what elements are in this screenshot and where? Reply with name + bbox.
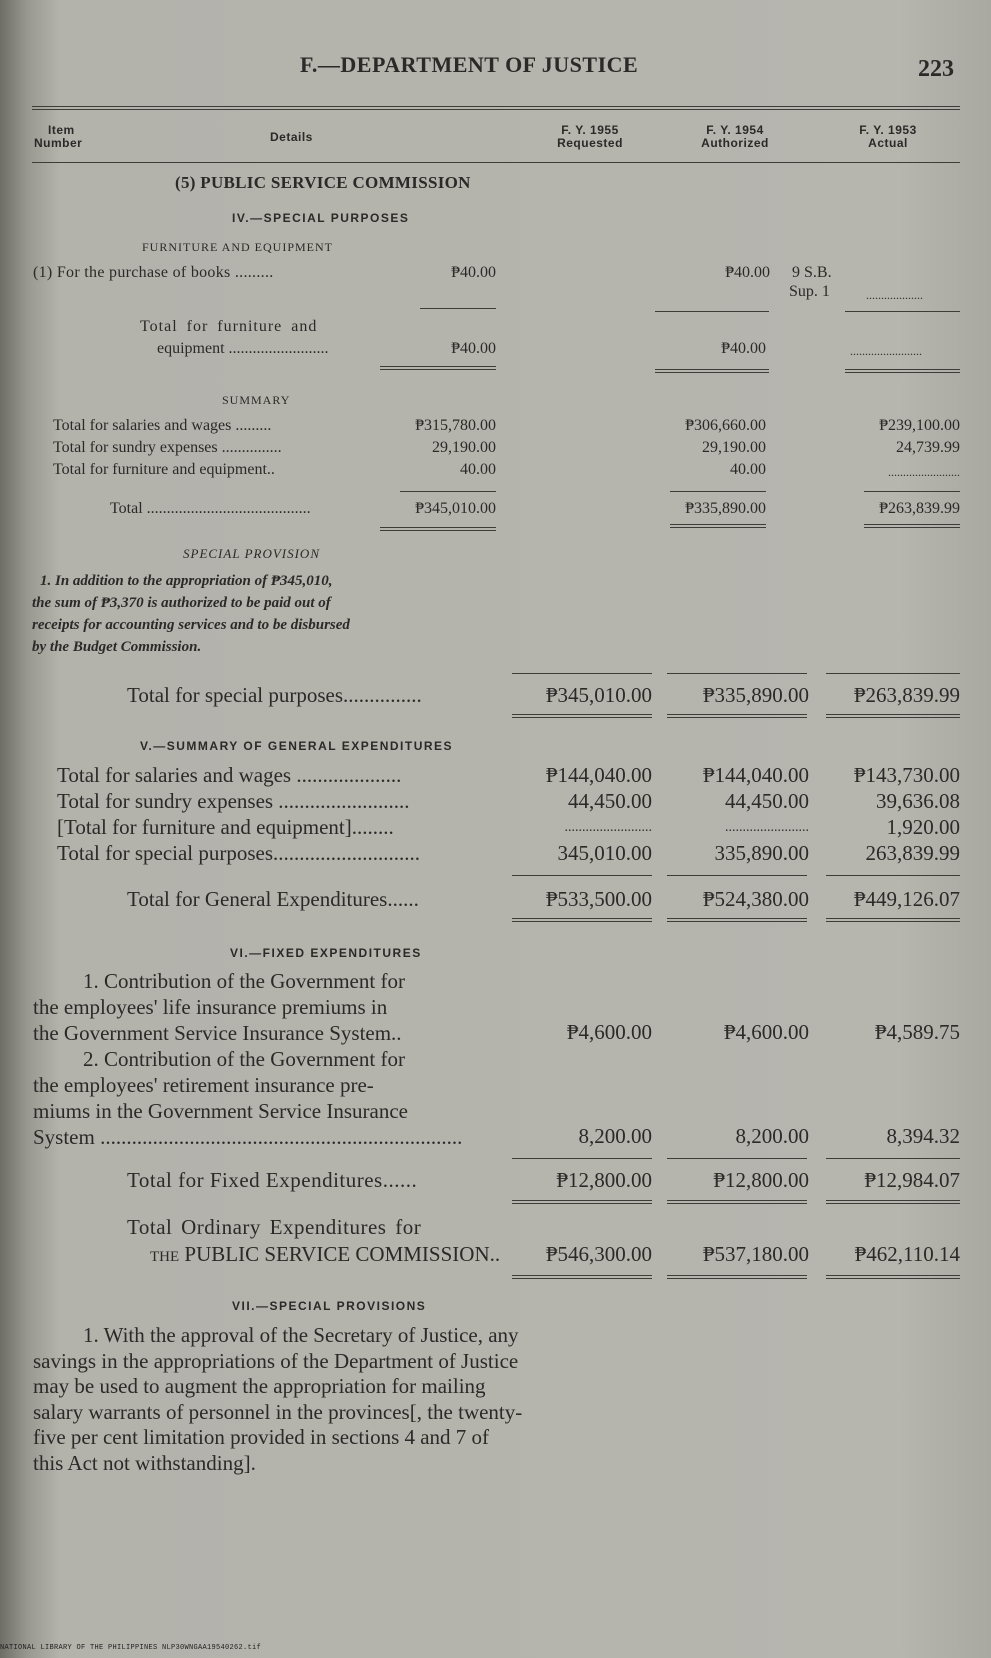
col-fy1955: F. Y. 1955 Requested [557, 123, 623, 150]
summary-rule [400, 491, 496, 492]
special-purposes-heading: IV.—SPECIAL PURPOSES [232, 211, 410, 225]
furniture-total-fy1954: ₱40.00 [721, 340, 766, 357]
general-rule-1955 [512, 875, 652, 876]
furniture-total-label-2: equipment ......................... [157, 340, 329, 357]
fixed-total-double-rule-1954 [667, 1200, 807, 1204]
fixed-rule-1954 [667, 1158, 807, 1159]
summary-total-double-rule [380, 527, 496, 531]
fixed-total-label: Total for Fixed Expenditures...... [127, 1168, 418, 1192]
column-header-rule [32, 162, 960, 163]
general-row-fy1955-3: 345,010.00 [557, 841, 652, 865]
fixed-total-double-rule-1955 [512, 1200, 652, 1204]
summary-fy1953-0: ₱239,100.00 [879, 417, 960, 434]
col-item-number: Item Number [34, 123, 83, 150]
fixed-heading: VI.—FIXED EXPENDITURES [230, 946, 422, 960]
book-item-fy1954: ₱40.00 [725, 264, 770, 281]
archive-footer: NATIONAL LIBRARY OF THE PHILIPPINES NLP30WNGAA19540262.tif [0, 1644, 262, 1652]
fixed-item2-text: 2. Contribution of the Government for the employees' retirement insurance pre- miums in the Government Service Insurance System ..................................................................... [33, 1047, 463, 1149]
col-fy1954: F. Y. 1954 Authorized [701, 123, 769, 150]
book-rule-1953 [845, 311, 960, 312]
summary-rule-1954 [670, 491, 766, 492]
fixed-rule-1953 [826, 1158, 960, 1159]
general-row-fy1955-2: ......................... [564, 820, 652, 835]
book-item-note-2: Sup. 1 [789, 283, 830, 300]
general-row-label-1: Total for sundry expenses ......................... [57, 789, 410, 813]
summary-fy1953-1: 24,739.99 [896, 439, 960, 456]
general-row-fy1955-0: ₱144,040.00 [545, 763, 652, 787]
general-total-fy1955: ₱533,500.00 [545, 887, 652, 911]
book-item-amount: ₱40.00 [451, 264, 496, 281]
ordinary-double-rule-1953 [826, 1275, 960, 1279]
summary-total-double-rule-1953 [864, 524, 960, 528]
general-row-fy1953-2: 1,920.00 [886, 815, 960, 839]
special-total-top-rule-1953 [826, 673, 960, 674]
furniture-total-label-1: Total for furniture and [140, 318, 318, 335]
page-title: F.—DEPARTMENT OF JUSTICE [300, 52, 639, 77]
col-details: Details [270, 130, 313, 144]
furniture-double-rule [380, 366, 496, 370]
ordinary-double-rule-1954 [667, 1275, 807, 1279]
summary-fy1953-2: ........................ [888, 465, 960, 479]
general-row-fy1954-1: 44,450.00 [725, 789, 809, 813]
general-total-fy1954: ₱524,380.00 [702, 887, 809, 911]
general-total-double-rule-1955 [512, 918, 652, 922]
special-provisions-text: 1. With the approval of the Secretary of Justice, any savings in the appropriations of the Department of Justice may be used to augment the appropriation for mailing salary warrants of personnel in the provinces[, the twenty- five per cent limitation provided in sections 4 and 7 of this Act not withstanding]. [33, 1323, 523, 1475]
summary-heading: SUMMARY [222, 393, 291, 407]
total-special-fy1955: ₱345,010.00 [545, 683, 652, 707]
general-row-label-0: Total for salaries and wages .................... [57, 763, 402, 787]
fixed-item2-fy1953: 8,394.32 [886, 1124, 960, 1148]
summary-total-label: Total ......................................... [110, 500, 311, 517]
summary-label-2: Total for furniture and equipment.. [53, 461, 275, 478]
general-summary-heading: V.—SUMMARY OF GENERAL EXPENDITURES [140, 739, 454, 753]
section-title: (5) PUBLIC SERVICE COMMISSION [175, 173, 471, 192]
book-item-fy1953: ................... [866, 288, 923, 302]
furniture-double-rule-1953 [845, 369, 960, 373]
summary-total-fy1953: ₱263,839.99 [879, 500, 960, 517]
book-item-label: (1) For the purchase of books ......... [33, 264, 274, 281]
fixed-rule-1955 [512, 1158, 652, 1159]
general-total-fy1953: ₱449,126.07 [853, 887, 960, 911]
furniture-total-amount: ₱40.00 [451, 340, 496, 357]
page-number: 223 [918, 56, 954, 82]
furniture-total-fy1953: ........................ [850, 344, 922, 358]
fixed-item1-text: 1. Contribution of the Government for the employees' life insurance premiums in the Government Service Insurance System.. [33, 969, 405, 1045]
fixed-total-fy1953: ₱12,984.07 [864, 1168, 960, 1192]
book-rule [420, 308, 496, 309]
general-row-fy1954-2: ........................ [725, 820, 809, 835]
special-provision-text: 1. In addition to the appropriation of ₱345,010, the sum of ₱3,370 is authorized to be paid out of receipts for accounting services and to be disbursed by the Budget Commission. [32, 573, 350, 655]
general-row-label-3: Total for special purposes............................ [57, 841, 421, 865]
total-special-fy1954: ₱335,890.00 [702, 683, 809, 707]
summary-amount-1: 29,190.00 [432, 439, 496, 456]
fixed-total-fy1954: ₱12,800.00 [713, 1168, 809, 1192]
special-provision-heading: SPECIAL PROVISION [183, 546, 320, 561]
summary-total-fy1954: ₱335,890.00 [685, 500, 766, 517]
special-provisions-heading: VII.—SPECIAL PROVISIONS [232, 1299, 427, 1313]
special-total-top-rule-1954 [667, 673, 807, 674]
summary-total-amount: ₱345,010.00 [415, 500, 496, 517]
book-rule-1954 [655, 311, 769, 312]
fixed-item2-fy1954: 8,200.00 [735, 1124, 809, 1148]
ordinary-total-label-2: the PUBLIC SERVICE COMMISSION.. [150, 1242, 501, 1266]
col-fy1953: F. Y. 1953 Actual [859, 123, 917, 150]
fixed-item2-fy1955: 8,200.00 [578, 1124, 652, 1148]
ordinary-total-label-1: Total Ordinary Expenditures for [127, 1215, 422, 1239]
total-special-fy1953: ₱263,839.99 [853, 683, 960, 707]
ordinary-total-fy1955: ₱546,300.00 [545, 1242, 652, 1266]
general-row-fy1953-3: 263,839.99 [865, 841, 960, 865]
fixed-item1-fy1953: ₱4,589.75 [874, 1020, 960, 1044]
general-row-fy1953-0: ₱143,730.00 [853, 763, 960, 787]
special-total-top-rule-1955 [512, 673, 652, 674]
furniture-double-rule-1954 [655, 369, 769, 373]
summary-amount-2: 40.00 [460, 461, 496, 478]
summary-rule-1953 [864, 491, 960, 492]
general-row-fy1953-1: 39,636.08 [876, 789, 960, 813]
fixed-total-double-rule-1953 [826, 1200, 960, 1204]
fixed-total-fy1955: ₱12,800.00 [556, 1168, 652, 1192]
general-row-fy1955-1: 44,450.00 [568, 789, 652, 813]
general-total-double-rule-1954 [667, 918, 807, 922]
summary-fy1954-2: 40.00 [730, 461, 766, 478]
general-total-double-rule-1953 [826, 918, 960, 922]
special-total-double-rule-1954 [667, 714, 807, 718]
fixed-item1-fy1954: ₱4,600.00 [723, 1020, 809, 1044]
summary-label-0: Total for salaries and wages ......... [53, 417, 272, 434]
total-special-label: Total for special purposes............... [127, 683, 422, 707]
special-total-double-rule-1953 [826, 714, 960, 718]
ordinary-total-fy1954: ₱537,180.00 [702, 1242, 809, 1266]
general-rule-1953 [826, 875, 960, 876]
furniture-heading: FURNITURE AND EQUIPMENT [142, 240, 333, 254]
general-row-label-2: [Total for furniture and equipment]........ [57, 815, 394, 839]
summary-label-1: Total for sundry expenses ............... [53, 439, 282, 456]
fixed-item1-fy1955: ₱4,600.00 [566, 1020, 652, 1044]
general-rule-1954 [667, 875, 807, 876]
summary-fy1954-1: 29,190.00 [702, 439, 766, 456]
general-total-label: Total for General Expenditures...... [127, 887, 419, 911]
general-row-fy1954-3: 335,890.00 [714, 841, 809, 865]
summary-amount-0: ₱315,780.00 [415, 417, 496, 434]
general-row-fy1954-0: ₱144,040.00 [702, 763, 809, 787]
special-total-double-rule-1955 [512, 714, 652, 718]
header-double-rule [32, 106, 960, 110]
ordinary-double-rule-1955 [512, 1275, 652, 1279]
ordinary-total-fy1953: ₱462,110.14 [854, 1242, 960, 1266]
summary-fy1954-0: ₱306,660.00 [685, 417, 766, 434]
book-item-note-1: 9 S.B. [792, 264, 832, 281]
summary-total-double-rule-1954 [670, 524, 766, 528]
